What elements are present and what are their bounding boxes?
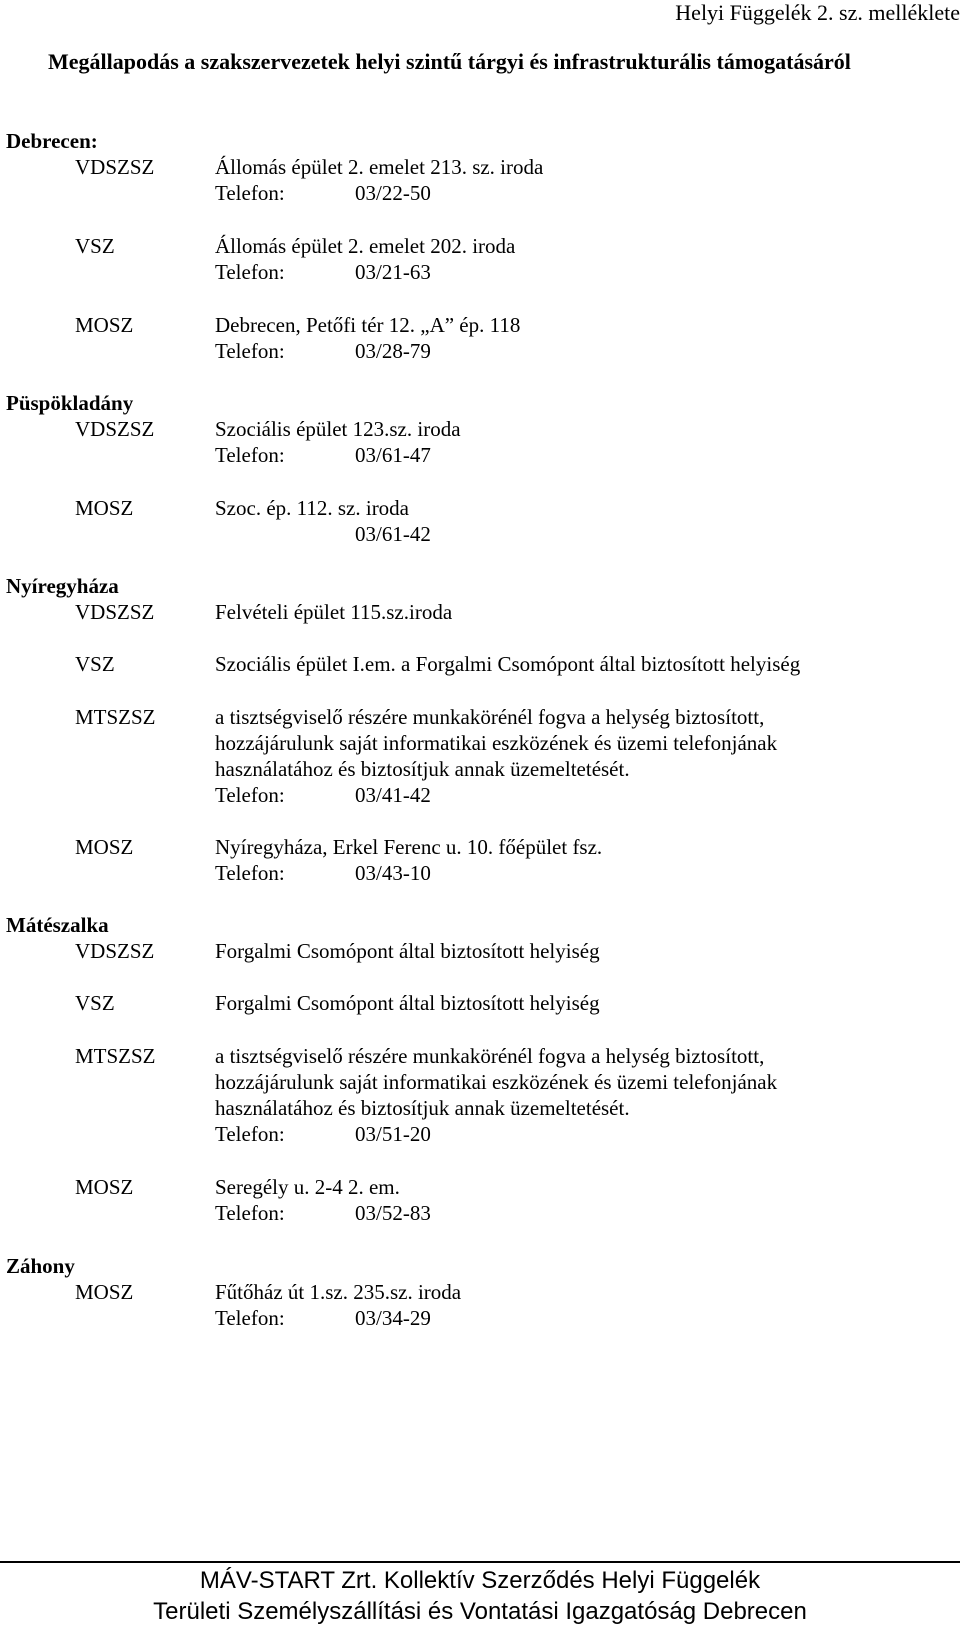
entry-details (215, 312, 935, 364)
phone-label: Telefon: (215, 260, 285, 284)
phone-label: Telefon: (215, 861, 285, 885)
phone-line (215, 338, 935, 364)
union-name: VDSZSZ (75, 417, 155, 441)
union-name: VSZ (75, 234, 115, 258)
phone-number: 03/22-50 (355, 181, 431, 205)
footer-line-1: MÁV-START Zrt. Kollektív Szerződés Helyi Függelék (199, 1567, 761, 1594)
entry-details (215, 1174, 935, 1226)
address-line: Debrecen, Petőfi tér 12. „A” ép. 118 (215, 313, 521, 337)
description-line: használatához és biztosítjuk annak üzemeltetését. (215, 1096, 630, 1120)
union-name: VDSZSZ (75, 600, 155, 624)
description-line: a tisztségviselő részére munkakörénél fogva a helység biztosított, (215, 1044, 765, 1068)
union-name: MOSZ (75, 1175, 134, 1199)
phone-line (215, 860, 935, 886)
phone-number: 03/51-20 (355, 1122, 431, 1146)
phone-line (215, 259, 935, 285)
entry-details (215, 495, 935, 547)
entry-details (215, 990, 935, 1016)
phone-label: Telefon: (215, 339, 285, 363)
phone-number: 03/41-42 (355, 783, 431, 807)
phone-label: Telefon: (215, 783, 285, 807)
address-line: Állomás épület 2. emelet 202. iroda (215, 234, 516, 258)
phone-line (215, 1121, 935, 1147)
union-name: VDSZSZ (75, 155, 155, 179)
phone-number: 03/34-29 (355, 1306, 431, 1330)
site-name: Püspökladány (6, 391, 134, 415)
union-name: VSZ (75, 652, 115, 676)
phone-label: Telefon: (215, 181, 285, 205)
phone-line (215, 1305, 935, 1331)
site-name: Nyíregyháza (6, 574, 119, 598)
footer-divider (0, 1561, 960, 1563)
phone-number: 03/21-63 (355, 260, 431, 284)
phone-number: 03/28-79 (355, 339, 431, 363)
phone-number: 03/61-47 (355, 443, 431, 467)
entry-details (215, 1279, 935, 1331)
phone-number: 03/52-83 (355, 1201, 431, 1225)
phone-line (215, 442, 935, 468)
entry-details (215, 1043, 935, 1147)
phone-line (215, 782, 935, 808)
union-name: VSZ (75, 991, 115, 1015)
union-name: MOSZ (75, 835, 134, 859)
entry-details (215, 416, 935, 468)
footer-line-2: Területi Személyszállítási és Vontatási Igazgatóság Debrecen (153, 1598, 807, 1625)
phone-number: 03/61-42 (355, 522, 431, 546)
phone-line (215, 521, 935, 547)
phone-label: Telefon: (215, 1122, 285, 1146)
address-line: Nyíregyháza, Erkel Ferenc u. 10. főépület fsz. (215, 835, 603, 859)
phone-number: 03/43-10 (355, 861, 431, 885)
phone-line (215, 1200, 935, 1226)
address-line: Szociális épület 123.sz. iroda (215, 417, 461, 441)
union-name: MOSZ (75, 1280, 134, 1304)
entry-details (215, 834, 935, 886)
address-line: Seregély u. 2-4 2. em. (215, 1175, 400, 1199)
phone-label: Telefon: (215, 1201, 285, 1225)
entry-details (215, 154, 935, 206)
entry-details (215, 938, 935, 964)
address-line: Szociális épület I.em. a Forgalmi Csomópont által biztosított helyiség (215, 652, 801, 676)
union-name: MOSZ (75, 496, 134, 520)
site-name: Záhony (6, 1254, 75, 1278)
phone-label: Telefon: (215, 443, 285, 467)
phone-line (215, 180, 935, 206)
site-name: Mátészalka (6, 913, 109, 937)
appendix-label: Helyi Függelék 2. sz. melléklete (675, 0, 960, 25)
address-line: Állomás épület 2. emelet 213. sz. iroda (215, 155, 544, 179)
address-line: Felvételi épület 115.sz.iroda (215, 600, 453, 624)
entry-details (215, 651, 935, 677)
description-line: a tisztségviselő részére munkakörénél fogva a helység biztosított, (215, 705, 765, 729)
phone-label: Telefon: (215, 1306, 285, 1330)
union-name: MOSZ (75, 313, 134, 337)
address-line: Fűtőház út 1.sz. 235.sz. iroda (215, 1280, 462, 1304)
site-name: Debrecen: (6, 129, 98, 153)
union-name: MTSZSZ (75, 1044, 156, 1068)
description-line: használatához és biztosítjuk annak üzemeltetését. (215, 757, 630, 781)
entry-details (215, 233, 935, 285)
entry-details (215, 599, 935, 625)
address-line: Forgalmi Csomópont által biztosított helyiség (215, 939, 600, 963)
document-title: Megállapodás a szakszervezetek helyi szintű tárgyi és infrastrukturális támogatásáról (48, 49, 851, 74)
description-line: hozzájárulunk saját informatikai eszközének és üzemi telefonjának (215, 1070, 778, 1094)
description-line: hozzájárulunk saját informatikai eszközének és üzemi telefonjának (215, 731, 778, 755)
union-name: MTSZSZ (75, 705, 156, 729)
address-line: Szoc. ép. 112. sz. iroda (215, 496, 410, 520)
address-line: Forgalmi Csomópont által biztosított helyiség (215, 991, 600, 1015)
union-name: VDSZSZ (75, 939, 155, 963)
entry-details (215, 704, 935, 808)
